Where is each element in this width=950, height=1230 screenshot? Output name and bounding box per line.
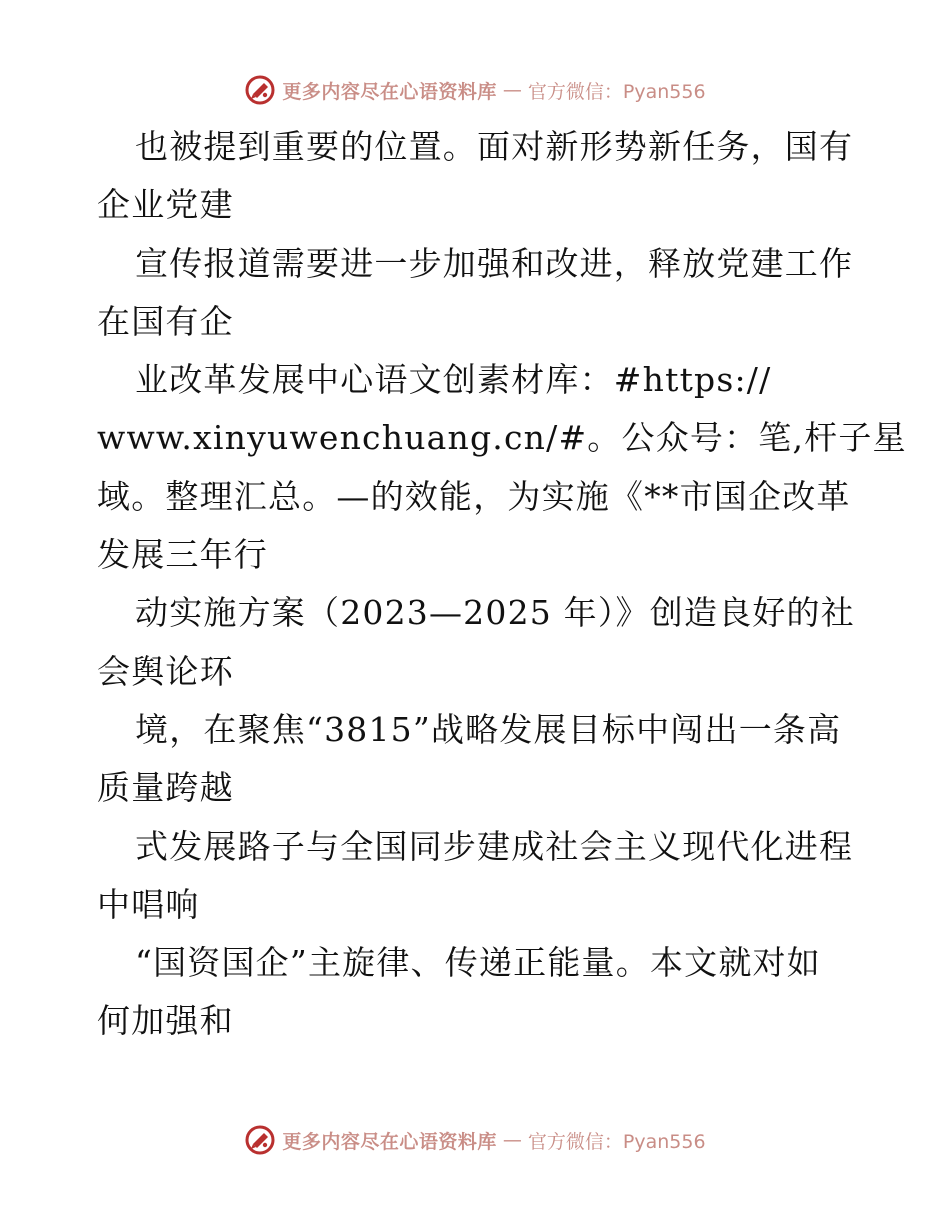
document-body xyxy=(97,118,907,1051)
body-line-11: 境，在聚焦“3815”战略发展目标中闯出一条高 xyxy=(135,709,842,749)
body-line-4: 在国有企 xyxy=(97,301,234,341)
footer-separator: — xyxy=(502,1129,522,1151)
header-separator: — xyxy=(502,79,522,101)
body-line-5: 业改革发展中心语文创素材库：#https:// xyxy=(135,360,772,400)
footer-banner xyxy=(0,1120,950,1160)
footer-brand-text: 更多内容尽在心语资料库 xyxy=(282,1130,497,1153)
body-line-3: 宣传报道需要进一步加强和改进，释放党建工作 xyxy=(135,243,854,283)
brand-logo-icon xyxy=(244,1124,276,1156)
body-line-10: 会舆论环 xyxy=(97,651,234,691)
body-line-14: 中唱响 xyxy=(97,884,200,924)
body-line-9: 动实施方案（2023—2025 年）》创造良好的社 xyxy=(135,593,855,633)
body-line-7: 域。整理汇总。—的效能，为实施《**市国企改革 xyxy=(97,476,851,516)
body-line-1: 也被提到重要的位置。面对新形势新任务，国有 xyxy=(135,127,854,166)
footer-banner-inner xyxy=(244,1124,705,1156)
body-line-12: 质量跨越 xyxy=(97,768,234,808)
body-line-6: www.xinyuwenchuang.cn/#。公众号：笔,杆子星 xyxy=(97,418,907,458)
header-banner-inner xyxy=(244,74,705,106)
body-line-15: “国资国企”主旋律、传递正能量。本文就对如 xyxy=(135,943,821,983)
brand-logo-icon xyxy=(244,74,276,106)
footer-wechat-text: 官方微信：Pyan556 xyxy=(527,1130,706,1153)
body-line-2: 企业党建 xyxy=(97,185,234,225)
body-line-8: 发展三年行 xyxy=(97,535,268,575)
body-line-13: 式发展路子与全国同步建成社会主义现代化进程 xyxy=(135,826,854,866)
header-brand-text: 更多内容尽在心语资料库 xyxy=(282,80,497,103)
header-wechat-text: 官方微信：Pyan556 xyxy=(527,80,706,103)
header-banner xyxy=(0,70,950,110)
body-line-16: 何加强和 xyxy=(97,1001,234,1041)
